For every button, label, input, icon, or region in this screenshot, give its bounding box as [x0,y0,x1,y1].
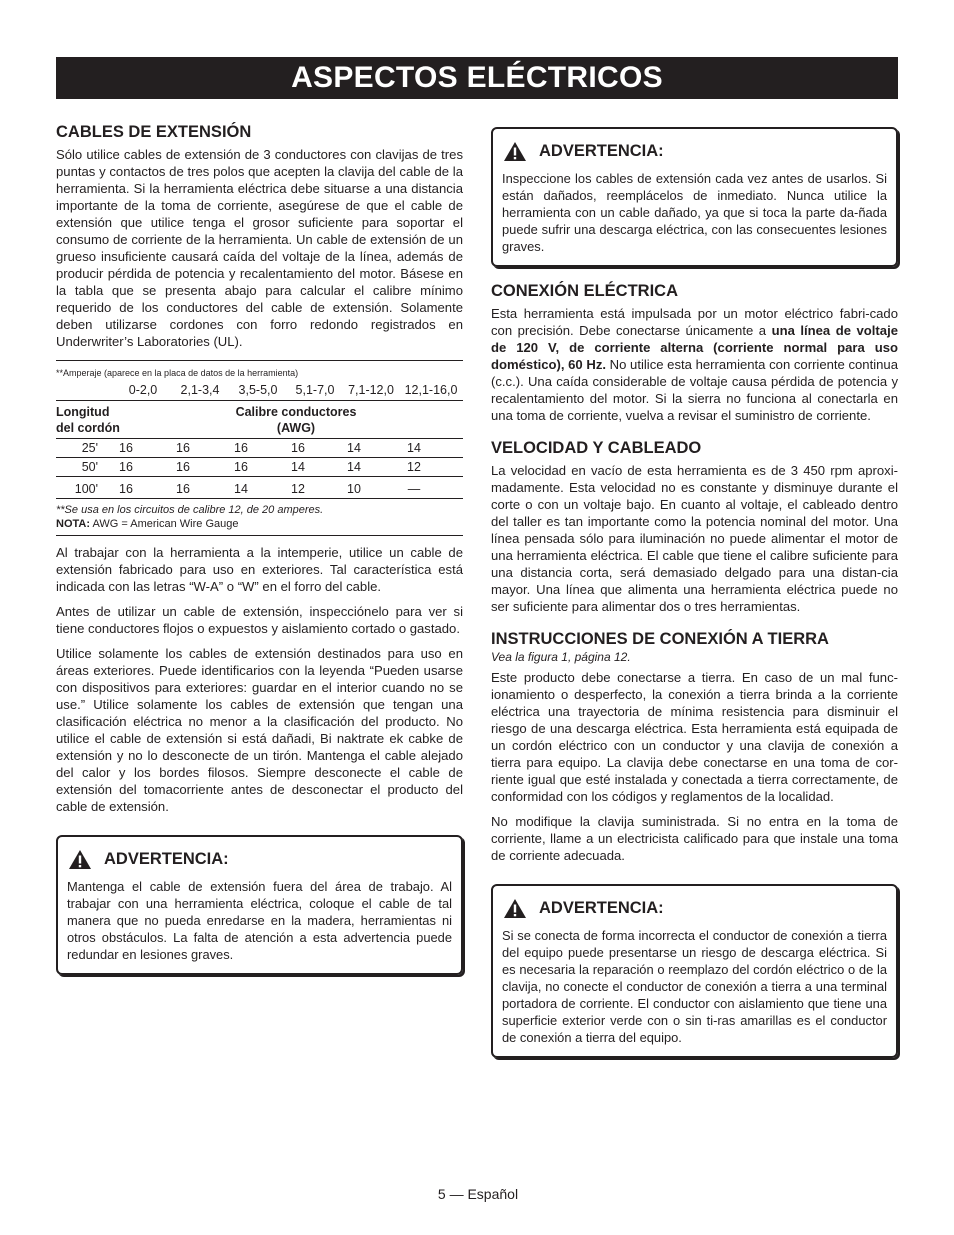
table-footnote: **Se usa en los circuitos de calibre 12, de 20 amperes. [56,504,324,516]
gauge-cell: 14 [347,441,361,455]
gauge-cell: 12 [407,460,421,474]
table-row [56,457,463,476]
gauge-header-line2: (AWG) [276,421,316,435]
cables-paragraph: Sólo utilice cables de extensión de 3 conductores con clavijas de tres puntas y contactos de tres polos que acepten la clavija del cable de la herramienta. Si la herramienta eléctrica debe situarse a una distancia importante de la toma de corriente, asegúrese de que el cable de extensión que utilice tenga el grosor suficiente para soportar el consumo de corriente de la herramienta. Un cable de extensión de un grueso insuficiente causará caída del voltaje de la línea, además de producir pérdida de potencia y recalentamiento del motor. Básese en la tabla que se presenta abajo para calcular el calibre mínimo requerido de los conductores del cable de extensión. Solamente deben utilizarse cordones con forro redondo registrados en Underwriter’s Laboratories (UL). [56,147,463,349]
amperage-note: **Amperaje (aparece en la placa de datos de la herramienta) [56,368,299,378]
amp-range: 0-2,0 [128,383,158,397]
gauge-cell: 16 [176,441,190,455]
warning-box [56,835,463,975]
length-header-line2: del cordón [56,421,120,435]
warning-header [502,141,887,162]
inspect-paragraph: Antes de utilizar un cable de extensión, inspecciónelo para ver si tiene conductores flojos o expuestos y aislamiento cortado o gastado. [56,604,463,636]
note-label: NOTA: [56,518,91,530]
conexion-text-bold: una línea de voltaje de 120 V, de corriente alterna (corriente normal para uso doméstico), 60 Hz. [491,323,898,372]
table-note [56,517,463,531]
table-row [56,439,463,457]
cables-heading: CABLES DE EXTENSIÓN [56,123,252,141]
gauge-cell: 16 [176,460,190,474]
amp-range: 2,1-3,4 [180,383,220,397]
warning-header [502,898,887,919]
gauge-column-header [206,404,386,436]
conexion-paragraph [491,305,898,424]
amp-range: 5,1-7,0 [295,383,335,397]
warning-triangle-icon [503,898,527,919]
conexion-text-a: Esta herramienta está impulsada por un motor eléctrico fabri-cado con precisión. Debe conectarse únicamente a [491,306,898,338]
conexion-text-b: No utilice esta herramienta con corriente continua (c.c.). Una caída considerable de voltaje causa pérdida de potencia y recalentamiento del motor. Si la sierra no funciona al conectarla en una toma de corriente, vuelva a revisar el suministro de corriente. [491,357,898,423]
left-column [56,122,463,975]
length-cell: 25' [81,441,98,455]
page-title: ASPECTOS ELÉCTRICOS [56,57,898,99]
amp-range: 7,1-12,0 [348,383,394,397]
table-notes [56,498,463,535]
warning-triangle-icon [68,849,92,870]
table-row [56,476,463,498]
tierra-heading: INSTRUCCIONES DE CONEXIÓN A TIERRA [491,630,829,648]
gauge-cell: — [407,482,421,496]
gauge-cell: 16 [119,482,133,496]
warning-text: Si se conecta de forma incorrecta el conductor de conexión a tierra del equipo puede presentarse un riesgo de descarga eléctrica. Si es necesaria la reparación o reemplazo del cordón eléctrico o de la clavija, no conecte el conductor de conexión a tierra a una terminal portadora de corriente. El conductor con aislamiento que tiene una superficie exterior verde con o sin ti-ras amarillas es el conductor de conexión a tierra del equipo. [502,928,887,1045]
gauge-cell: 16 [119,460,133,474]
gauge-cell: 16 [291,441,305,455]
gauge-cell: 10 [347,482,361,496]
warning-text: Mantenga el cable de extensión fuera del área de trabajo. Al trabajar con una herramienta eléctrica, coloque el cable de tal manera que no pueda enredarse en la madera, herramientas ni otros obstáculos. La falta de atención a esta advertencia puede redundar en lesiones graves. [67,879,452,962]
conexion-heading: CONEXIÓN ELÉCTRICA [491,282,679,300]
gauge-cell: 16 [234,460,248,474]
gauge-cell: 14 [234,482,248,496]
length-column-header [56,404,206,436]
amperage-header-row [56,379,463,401]
warning-text: Inspeccione los cables de extensión cada vez antes de usarlos. Si están dañados, reemplácelos de inmediato. Nunca utilice la herramienta con un cable dañado, ya que si toca la parte da-ñada puede sufrir una descarga eléctrica, con las consecuentes lesiones graves. [502,171,887,254]
length-cell: 100' [74,482,98,496]
gauge-cell: 14 [347,460,361,474]
exterior-use-paragraph: Utilice solamente los cables de extensión destinados para uso en áreas exteriores. Puede identificarios con la leyenda “Pueden usarse con dispositivos para exteriores: guardar en el interior cuando no se use.” Utilice solamente los cables de extensión que tengan una clasificación eléctrica no menor a la clasificación del producto. No utilice el cable de extensión si está dañadi, Bi naktrate ek cabke de extensión y no lo desconecte de un tirón. Mantenga el cable alejado del calor y los bordes filosos. Siempre desconecte el cable de extensión del tomacorriente antes de desconectar el producto del cable de extensión. [56,646,463,814]
warning-box [491,884,898,1058]
amp-range: 12,1-16,0 [404,383,458,397]
warning-title: ADVERTENCIA: [539,899,664,917]
velocidad-heading: VELOCIDAD Y CABLEADO [491,439,702,457]
warning-header [67,849,452,870]
warning-title: ADVERTENCIA: [104,850,229,868]
velocidad-paragraph: La velocidad en vacío de esta herramienta es de 3 450 rpm aproxi-madamente. Esta velocidad no es constante y disminuye durante el corte o con un voltaje bajo. En cuanto al voltaje, el cableado dentro del taller es tan importante como la potencia nominal del motor. Una línea pensada sólo para iluminación no puede alimentar el motor de una herramienta eléctrica. El cable que tiene el calibre suficiente para una distancia corta, será demasiado delgado para una distan-cia mayor. Una línea que alimenta una herramienta eléctrica puede no ser suficiente para alimentar dos o tres herramientas. [491,463,898,614]
amp-range: 3,5-5,0 [238,383,278,397]
table-header [56,401,463,439]
extension-cord-table [56,360,463,536]
gauge-header-line1: Calibre conductores [235,405,357,419]
length-header-line1: Longitud [56,405,110,419]
right-column [491,122,898,1058]
gauge-cell: 12 [291,482,305,496]
gauge-cell: 16 [119,441,133,455]
note-text: AWG = American Wire Gauge [90,518,239,530]
warning-triangle-icon [503,141,527,162]
gauge-cell: 14 [291,460,305,474]
gauge-cell: 16 [176,482,190,496]
tierra-paragraph-2: No modifique la clavija suministrada. Si no entra en la toma de corriente, llame a un electricista calificado para que instale una toma de corriente adecuada. [491,814,898,863]
outdoor-paragraph: Al trabajar con la herramienta a la intemperie, utilice un cable de extensión fabricado para uso en exteriores. Tal característica está indicada con las letras “W-A” o “W” en el forro del cable. [56,545,463,594]
warning-box [491,127,898,267]
warning-title: ADVERTENCIA: [539,142,664,160]
length-cell: 50' [81,460,98,474]
page-footer: 5 — Español [437,1186,519,1202]
gauge-cell: 16 [234,441,248,455]
tierra-paragraph-1: Este producto debe conectarse a tierra. En caso de un mal func-ionamiento o desperfecto, la conexión a tierra brinda a la corriente eléctrica una trayectoria de mínima resistencia para disminuir el riesgo de una descarga eléctrica. Esta herramienta está equipada de un cordón eléctrico con un conductor y una clavija de conexión a tierra para equipo. La clavija debe conectarse en una toma de cor-riente igual que esté instalada y conectada a tierra correctamente, de conformidad con los códigos y reglamentos de la localidad. [491,670,898,804]
tierra-subheading: Vea la figura 1, página 12. [491,650,631,664]
gauge-cell: 14 [407,441,421,455]
